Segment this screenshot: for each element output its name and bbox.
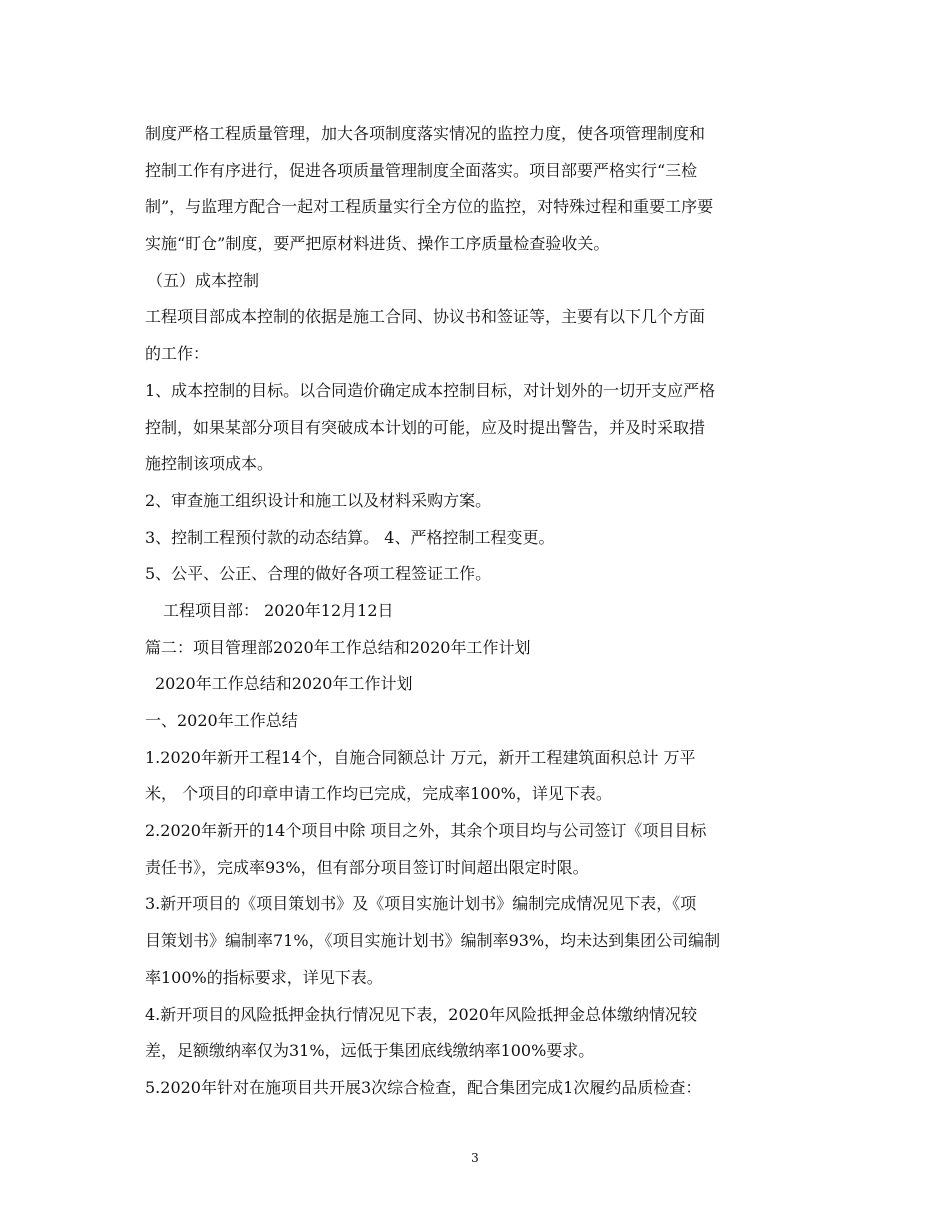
text-line: 制度严格工程质量管理，加大各项制度落实情况的监控力度，使各项管理制度和	[145, 124, 706, 143]
text-line: 3.新开项目的《项目策划书》及《项目实施计划书》编制完成情况见下表，《项	[145, 894, 697, 914]
text-line: 4.新开项目的风险抵押金执行情况见下表，2020年风险抵押金总体缴纳情况较	[145, 1004, 697, 1024]
text-line: 控制，如果某部分项目有突破成本计划的可能，应及时提出警告，并及时采取措	[145, 417, 706, 437]
text-line: 制”，与监理方配合一起对工程质量实行全方位的监控，对特殊过程和重要工序要	[145, 197, 714, 217]
text-line: 1.2020年新开工程14个，自施合同额总计 万元，新开工程建筑面积总计 万平	[145, 747, 696, 767]
text-line: 控制工作有序进行，促进各项质量管理制度全面落实。项目部要严格实行“三检	[145, 160, 698, 180]
signature-date-line: 工程项目部： 2020年12月12日	[163, 600, 394, 620]
section-heading-summary: 一、2020年工作总结	[145, 711, 298, 730]
chapter-heading: 篇二：项目管理部2020年工作总结和2020年工作计划	[145, 637, 531, 657]
chapter-subtitle: 2020年工作总结和2020年工作计划	[155, 674, 413, 694]
text-line: 施控制该项成本。	[145, 454, 274, 474]
text-line: 责任书》，完成率93%，但有部分项目签订时间超出限定时限。	[145, 857, 589, 877]
text-line: 工程项目部成本控制的依据是施工合同、协议书和签证等，主要有以下几个方面	[145, 307, 706, 327]
text-line: 5、公平、公正、合理的做好各项工程签证工作。	[145, 564, 492, 584]
text-line: 的工作：	[145, 344, 210, 364]
text-line: 2.2020年新开的14个项目中除 项目之外，其余个项目均与公司签订《项目目标	[145, 821, 707, 841]
text-line: 3、控制工程预付款的动态结算。 4、严格控制工程变更。	[145, 527, 555, 547]
body-text	[145, 116, 815, 1107]
text-line: 米， 个项目的印章申请工作均已完成，完成率100%，详见下表。	[145, 784, 612, 804]
text-line: 2、审查施工组织设计和施工以及材料采购方案。	[145, 490, 492, 510]
text-line: 率100%的指标要求，详见下表。	[145, 967, 383, 987]
page-number: 3	[471, 1151, 479, 1165]
text-line: 目策划书》编制率71%，《项目实施计划书》编制率93%，均未达到集团公司编制	[145, 931, 721, 951]
text-line: 1、成本控制的目标。以合同造价确定成本控制目标，对计划外的一切开支应严格	[145, 380, 716, 400]
text-line: 差，足额缴纳率仅为31%，远低于集团底线缴纳率100%要求。	[145, 1041, 595, 1061]
text-line: 实施“盯仓”制度，要严把原材料进货、操作工序质量检查验收关。	[145, 234, 610, 254]
text-line: 5.2020年针对在施项目共开展3次综合检查，配合集团完成1次履约品质检查：	[145, 1077, 702, 1097]
section-heading-cost-control: （五）成本控制	[147, 270, 260, 290]
